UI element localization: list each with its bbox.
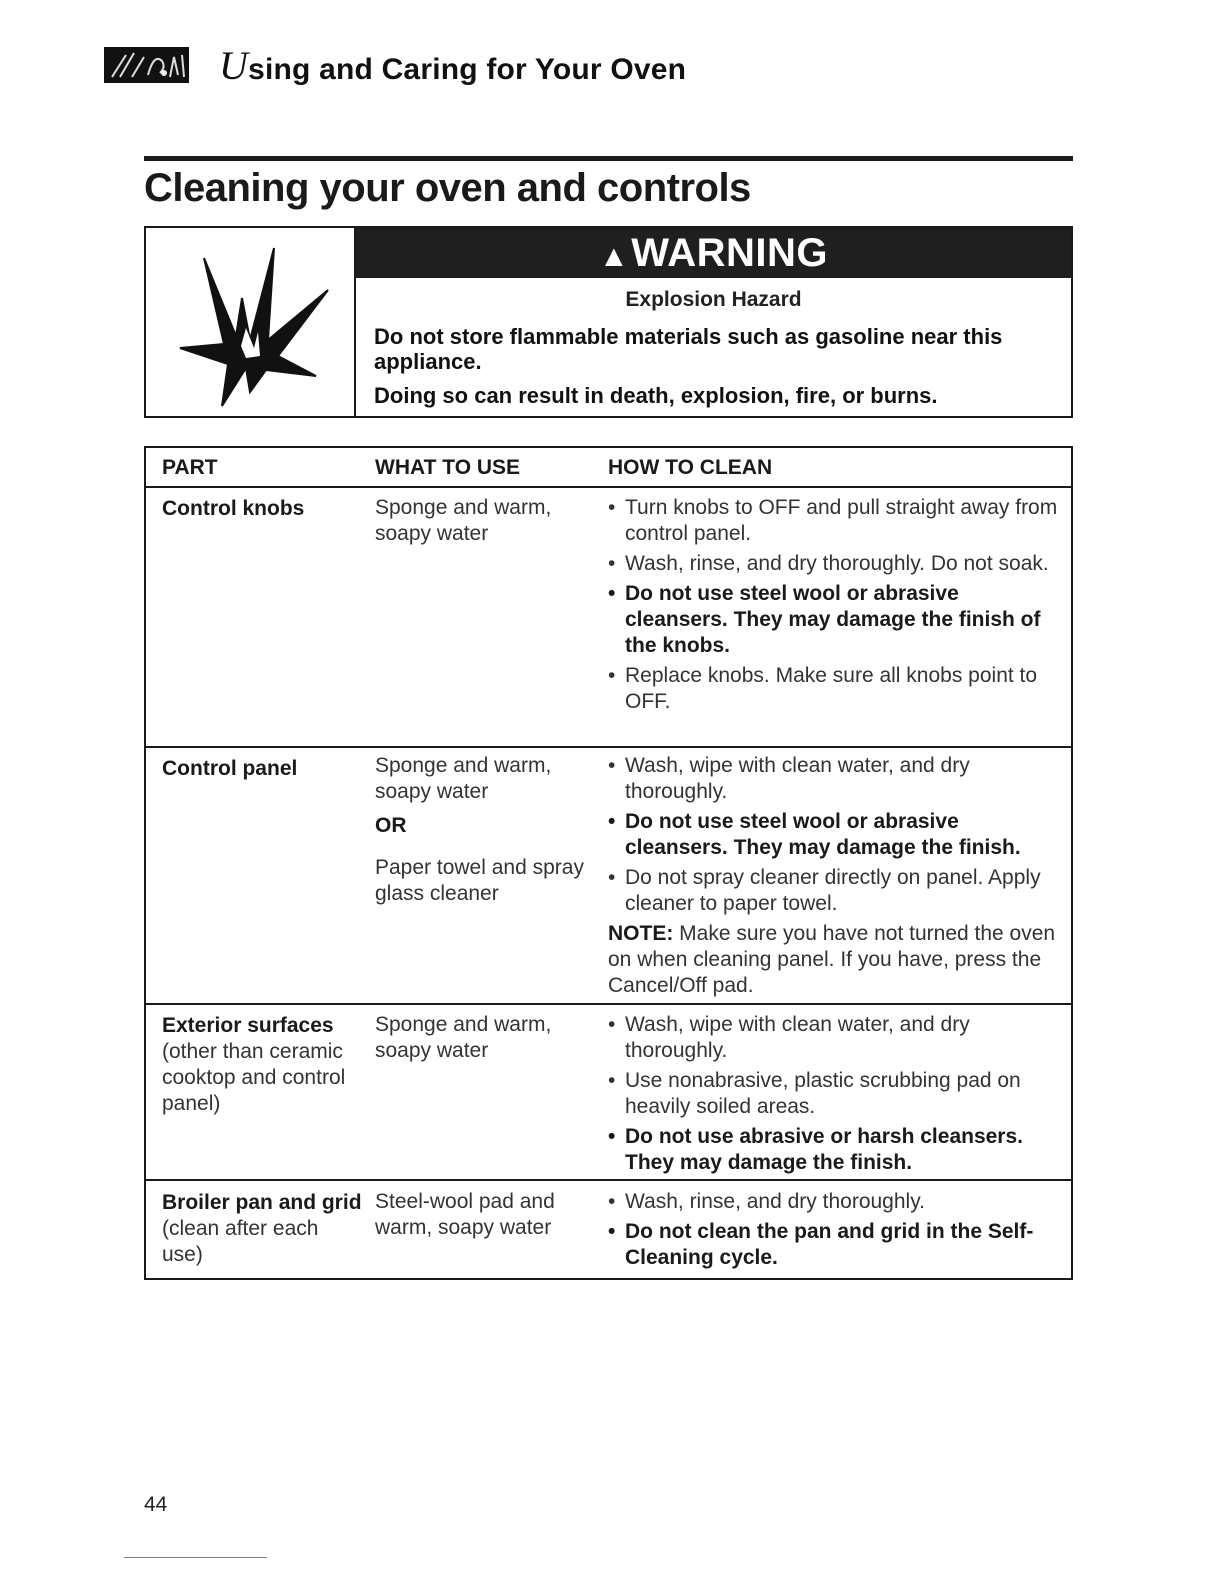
what-to-use-cell xyxy=(375,1012,600,1064)
note-text: Make sure you have not turned the oven on when cleaning panel. If you have, press the Cancel/Off pad. xyxy=(608,922,1056,997)
list-item-caution xyxy=(608,581,1058,659)
what-to-use-text: Steel-wool pad and warm, soapy water xyxy=(375,1190,555,1239)
what-to-use-text: Sponge and warm, soapy water xyxy=(375,496,552,545)
list-item xyxy=(608,865,1058,917)
part-name: Control knobs xyxy=(162,497,305,520)
bullet-icon: • xyxy=(608,810,616,833)
what-to-use-text: Paper towel and spray glass cleaner xyxy=(375,856,584,905)
part-cell xyxy=(162,1013,362,1117)
what-to-use-cell xyxy=(375,495,600,547)
what-to-use-text: Sponge and warm, soapy water xyxy=(375,754,552,803)
bullet-icon: • xyxy=(608,866,616,889)
list-item-caution xyxy=(608,1219,1058,1271)
list-item xyxy=(608,1189,1058,1215)
table-row-exterior-surfaces xyxy=(146,1005,1071,1181)
page-header xyxy=(104,40,686,90)
part-detail: (other than ceramic cooktop and control panel) xyxy=(162,1040,346,1115)
footer-divider xyxy=(124,1557,267,1558)
part-name: Broiler pan and grid xyxy=(162,1191,362,1214)
instruction-text: Do not use steel wool or abrasive cleansers. They may damage the finish. xyxy=(625,810,1021,859)
list-item xyxy=(608,663,1058,715)
part-detail: (clean after each use) xyxy=(162,1217,319,1266)
list-item xyxy=(608,495,1058,547)
column-header-how-to-clean: HOW TO CLEAN xyxy=(608,456,773,479)
bullet-icon: • xyxy=(608,754,616,777)
bullet-icon: • xyxy=(608,1069,616,1092)
table-header xyxy=(146,448,1071,488)
instruction-text: Wash, rinse, and dry thoroughly. xyxy=(625,1190,925,1213)
part-name: Exterior surfaces xyxy=(162,1014,334,1037)
warning-consequence: Doing so can result in death, explosion, fire, or burns. xyxy=(374,383,938,408)
header-title-initial: U xyxy=(219,42,249,88)
instruction-text: Wash, wipe with clean water, and dry thoroughly. xyxy=(625,1013,970,1062)
section-title: Cleaning your oven and controls xyxy=(144,166,751,210)
warning-hazard-title: Explosion Hazard xyxy=(625,288,802,311)
section-divider xyxy=(144,156,1073,161)
instruction-text: Use nonabrasive, plastic scrubbing pad on heavily soiled areas. xyxy=(625,1069,1021,1118)
instruction-text: Turn knobs to OFF and pull straight away from control panel. xyxy=(625,496,1058,545)
what-to-use-cell xyxy=(375,753,600,907)
instruction-text: Wash, wipe with clean water, and dry thoroughly. xyxy=(625,754,970,803)
warning-box xyxy=(144,226,1073,418)
table-row-control-knobs xyxy=(146,488,1071,748)
bullet-icon: • xyxy=(608,1220,616,1243)
bullet-icon: • xyxy=(608,1125,616,1148)
bullet-icon: • xyxy=(608,664,616,687)
how-to-clean-cell xyxy=(608,495,1058,719)
instruction-text: Do not clean the pan and grid in the Self-Cleaning cycle. xyxy=(625,1220,1034,1269)
warning-instruction: Do not store flammable materials such as gasoline near this appliance. xyxy=(374,324,1003,374)
bullet-icon: • xyxy=(608,582,616,605)
what-to-use-cell xyxy=(375,1189,600,1241)
part-name: Control panel xyxy=(162,757,298,780)
bullet-icon: • xyxy=(608,496,616,519)
instruction-text: Do not use steel wool or abrasive cleansers. They may damage the finish of the knobs. xyxy=(625,582,1041,657)
list-item-caution xyxy=(608,1124,1058,1176)
list-item xyxy=(608,551,1058,577)
header-title-rest: sing and Caring for Your Oven xyxy=(248,52,687,86)
how-to-clean-cell xyxy=(608,1189,1058,1275)
or-separator: OR xyxy=(375,814,407,837)
bullet-icon: • xyxy=(608,552,616,575)
explosion-icon xyxy=(146,228,356,416)
list-item xyxy=(608,753,1058,805)
bullet-icon: • xyxy=(608,1013,616,1036)
column-header-what-to-use: WHAT TO USE xyxy=(375,456,521,479)
instruction-text: Do not use abrasive or harsh cleansers. They may damage the finish. xyxy=(625,1125,1023,1174)
how-to-clean-cell xyxy=(608,753,1058,999)
part-cell xyxy=(162,1190,362,1268)
part-cell xyxy=(162,496,362,522)
warning-banner xyxy=(356,228,1071,278)
table-row-broiler-pan xyxy=(146,1181,1071,1276)
cleaning-table xyxy=(144,446,1073,1280)
note-label: NOTE: xyxy=(608,922,674,945)
warning-banner-label xyxy=(599,231,828,276)
how-to-clean-cell xyxy=(608,1012,1058,1180)
oven-logo-icon xyxy=(104,47,189,83)
warning-banner-word: WARNING xyxy=(631,230,829,275)
page-number: 44 xyxy=(144,1493,168,1516)
list-item-caution xyxy=(608,809,1058,861)
header-title xyxy=(219,42,686,89)
part-cell xyxy=(162,756,362,782)
list-item xyxy=(608,1068,1058,1120)
instruction-text: Do not spray cleaner directly on panel. Apply cleaner to paper towel. xyxy=(625,866,1041,915)
column-header-part: PART xyxy=(162,456,218,479)
what-to-use-text: Sponge and warm, soapy water xyxy=(375,1013,552,1062)
list-item xyxy=(608,1012,1058,1064)
note xyxy=(608,921,1058,999)
bullet-icon: • xyxy=(608,1190,616,1213)
instruction-text: Replace knobs. Make sure all knobs point to OFF. xyxy=(625,664,1038,713)
instruction-text: Wash, rinse, and dry thoroughly. Do not soak. xyxy=(625,552,1049,575)
warning-triangle-icon: ▲ xyxy=(598,239,630,273)
table-row-control-panel xyxy=(146,748,1071,1005)
